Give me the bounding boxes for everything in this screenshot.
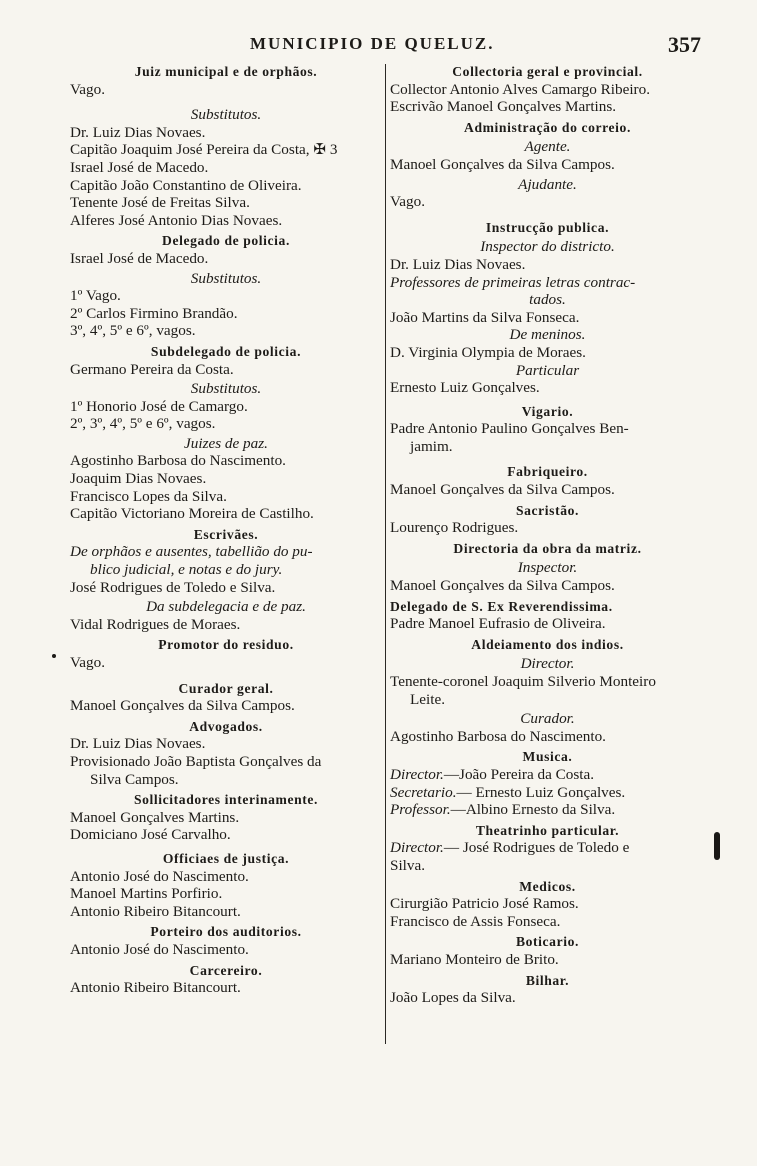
section-heading: Medicos.	[519, 878, 576, 894]
section-heading: Musica.	[522, 749, 573, 765]
entry: Vago.	[70, 654, 106, 671]
page-title: MUNICIPIO DE QUELUZ.	[250, 34, 495, 53]
entry: Silva Campos.	[90, 770, 179, 788]
subsection-heading: Substitutos.	[190, 106, 262, 124]
entry: blico judicial, e notas e do jury.	[90, 561, 283, 579]
subsection-heading: De meninos.	[509, 326, 586, 344]
entry: Escrivão Manoel Gonçalves Martins.	[390, 98, 617, 116]
section-heading: Delegado de policia.	[162, 233, 290, 249]
entry: Silva.	[390, 856, 426, 874]
column-divider	[385, 64, 386, 1044]
entry	[390, 784, 705, 802]
section-heading: Carcereiro.	[189, 962, 263, 978]
subsection-heading: Curador.	[520, 710, 575, 728]
entry: Israel José de Macedo.	[70, 158, 209, 176]
entry	[390, 801, 705, 819]
section-heading: Aldeiamento dos indios.	[471, 636, 624, 652]
subsection-heading: Director.	[520, 655, 575, 673]
role-name: — José Rodrigues de Toledo e	[443, 839, 630, 857]
entry: José Rodrigues de Toledo e Silva.	[70, 578, 276, 596]
section-heading: Porteiro dos auditorios.	[150, 924, 302, 940]
entry: Professores de primeiras letras contrac-	[390, 273, 636, 291]
role-label: Professor.	[390, 801, 451, 819]
entry: Manoel Gonçalves da Silva Campos.	[390, 577, 615, 595]
entry: João Lopes da Silva.	[390, 989, 516, 1007]
role-name: —João Pereira da Costa.	[443, 765, 595, 783]
page-header	[0, 34, 757, 58]
entry: Collector Antonio Alves Camargo Ribeiro.	[390, 80, 650, 98]
page-number: 357	[668, 32, 701, 57]
margin-dot	[52, 654, 56, 658]
section-heading: Fabriqueiro.	[507, 464, 588, 480]
entry: Alferes José Antonio Dias Novaes.	[70, 211, 283, 229]
entry: Vago.	[390, 193, 426, 211]
subsection-heading: Agente.	[524, 138, 571, 156]
entry: João Martins da Silva Fonseca.	[390, 308, 580, 326]
section-heading: Bilhar.	[525, 972, 570, 988]
entry: Agostinho Barbosa do Nascimento.	[390, 727, 606, 745]
section-heading: Promotor do residuo.	[158, 637, 294, 653]
subsection-heading: Substitutos.	[190, 269, 262, 287]
entry: D. Virginia Olympia de Moraes.	[390, 343, 586, 361]
binding-mark	[714, 832, 720, 860]
subsection-heading: Ajudante.	[518, 175, 577, 193]
entry: 2º, 3º, 4º, 5º e 6º, vagos.	[70, 415, 216, 433]
entry: Tenente José de Freitas Silva.	[70, 194, 250, 212]
entry: Provisionado João Baptista Gonçalves da	[70, 752, 322, 770]
entry: 3º, 4º, 5º e 6º, vagos.	[70, 322, 196, 340]
right-column	[390, 60, 705, 1007]
entry: Domiciano José Carvalho.	[70, 826, 231, 844]
entry: Dr. Luiz Dias Novaes.	[70, 735, 206, 753]
entry: Antonio José do Nascimento.	[70, 867, 249, 885]
subsection-heading: Juizes de paz.	[184, 434, 268, 452]
entry: Francisco de Assis Fonseca.	[390, 912, 561, 930]
entry	[390, 839, 705, 857]
entry: Joaquim Dias Novaes.	[70, 470, 207, 488]
entry: De orphãos e ausentes, tabellião do pu-	[70, 543, 313, 561]
entry: Dr. Luiz Dias Novaes.	[390, 255, 526, 273]
section-heading: Sacristão.	[515, 502, 579, 518]
role-name: — Ernesto Luiz Gonçalves.	[456, 783, 626, 801]
entry: Tenente-coronel Joaquim Silverio Monteiro	[390, 673, 656, 690]
section-heading: Subdelegado de policia.	[150, 343, 302, 359]
entry: jamim.	[410, 437, 453, 455]
section-heading: Boticario.	[515, 934, 579, 950]
entry: Padre Antonio Paulino Gonçalves Ben-	[390, 420, 629, 438]
entry: Germano Pereira da Costa.	[70, 360, 234, 378]
entry: Manoel Gonçalves da Silva Campos.	[390, 155, 615, 173]
entry: Dr. Luiz Dias Novaes.	[70, 123, 206, 141]
subsection-heading: Inspector do districto.	[480, 238, 615, 256]
entry: Israel José de Macedo.	[70, 249, 209, 267]
subsection-heading: Particular	[515, 361, 580, 379]
entry: Cirurgião Patricio José Ramos.	[390, 895, 579, 913]
subsection-heading: Inspector.	[517, 559, 578, 577]
entry: Vago.	[70, 80, 106, 98]
entry: Manoel Martins Porfirio.	[70, 885, 223, 903]
entry: Antonio José do Nascimento.	[70, 940, 249, 958]
section-heading: Sollicitadores interinamente.	[133, 792, 319, 808]
entry: 2º Carlos Firmino Brandão.	[70, 304, 238, 322]
left-column	[70, 60, 382, 997]
entry: Vidal Rodrigues de Moraes.	[70, 615, 241, 633]
section-heading: Theatrinho particular.	[475, 822, 620, 838]
entry: Capitão Victoriano Moreira de Castilho.	[70, 505, 314, 523]
role-name: —Albino Ernesto da Silva.	[450, 801, 616, 819]
entry: Padre Manoel Eufrasio de Oliveira.	[390, 615, 606, 633]
section-heading: Vigario.	[521, 403, 574, 419]
subsection-heading: Da subdelegacia e de paz.	[146, 598, 306, 616]
entry: Manoel Gonçalves da Silva Campos.	[390, 481, 615, 499]
entry: 1º Honorio José de Camargo.	[70, 397, 248, 415]
subsection-heading: Substitutos.	[190, 380, 262, 398]
entry: Agostinho Barbosa do Nascimento.	[70, 452, 286, 470]
section-heading: Officiaes de justiça.	[162, 850, 290, 866]
entry: 1º Vago.	[70, 287, 121, 305]
role-label: Director.	[390, 765, 444, 783]
entry: Capitão Joaquim José Pereira da Costa, ✠ 3	[70, 141, 338, 159]
section-heading: Instrucção publica.	[485, 219, 610, 235]
section-heading: Delegado de S. Ex Reverendissima.	[390, 598, 613, 614]
entry: Lourenço Rodrigues.	[390, 519, 519, 537]
entry: Manoel Gonçalves da Silva Campos.	[70, 697, 295, 715]
role-label: Director.	[390, 839, 444, 857]
section-heading: Advogados.	[189, 718, 263, 734]
entry: Leite.	[410, 690, 445, 708]
section-heading: Juiz municipal e de orphãos.	[134, 64, 318, 79]
section-heading: Directoria da obra da matriz.	[453, 540, 642, 556]
entry: Ernesto Luiz Gonçalves.	[390, 379, 540, 397]
section-heading: Escrivães.	[193, 526, 259, 542]
section-heading: Collectoria geral e provincial.	[452, 64, 643, 79]
entry	[390, 766, 705, 784]
entry: Antonio Ribeiro Bitancourt.	[70, 979, 241, 997]
entry: Antonio Ribeiro Bitancourt.	[70, 902, 241, 920]
section-heading: Curador geral.	[178, 680, 274, 696]
entry: Mariano Monteiro de Brito.	[390, 950, 559, 968]
subsection-heading: tados.	[529, 291, 566, 309]
section-heading: Administração do correio.	[464, 119, 631, 135]
role-label: Secretario.	[390, 783, 457, 801]
entry: Capitão João Constantino de Oliveira.	[70, 176, 302, 194]
entry: Francisco Lopes da Silva.	[70, 487, 227, 505]
entry: Manoel Gonçalves Martins.	[70, 808, 240, 826]
